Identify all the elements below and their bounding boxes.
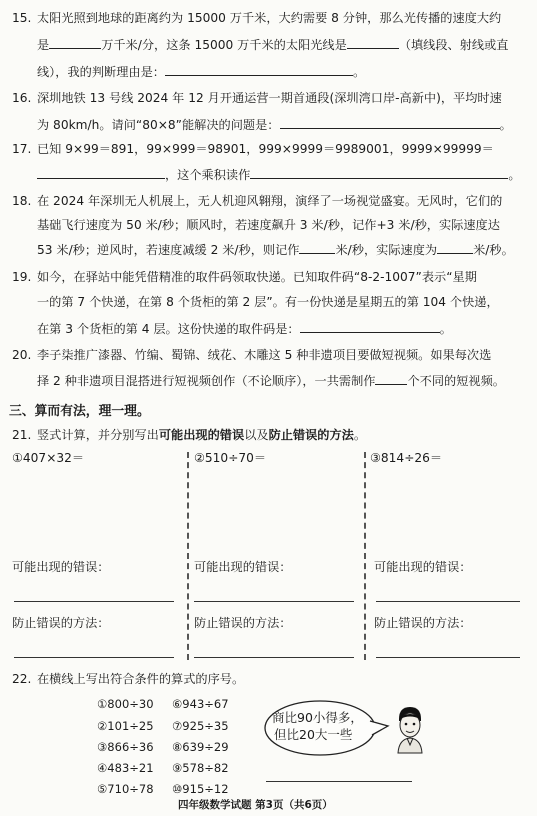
q21-intro: 竖式计算，并分别写出可能出现的错误以及防止错误的方法。 — [37, 428, 367, 442]
q21-fix-line-1[interactable] — [14, 657, 174, 658]
section-heading: 三、算而有法，理一理。 — [9, 404, 150, 419]
q21-fix-label-3: 防止错误的方法： — [374, 616, 472, 630]
q21-error-label-3: 可能出现的错误： — [374, 560, 472, 574]
q16-line2: 为 80km/h。请问“80×8”能解决的问题是： 。 — [37, 118, 512, 132]
q21-expr-2: ②510÷70＝ — [194, 451, 267, 465]
q16-blank-question[interactable] — [280, 116, 500, 129]
q19-blank-code[interactable] — [300, 320, 440, 333]
q22-number: 22. — [12, 672, 32, 686]
q15-blank-line-type[interactable] — [347, 36, 399, 49]
q22-option-2: ②101÷25 — [97, 719, 154, 733]
q21-error-label-1: 可能出现的错误： — [12, 560, 110, 574]
q22-intro: 在横线上写出符合条件的算式的序号。 — [37, 672, 245, 686]
q21-number: 21. — [12, 428, 32, 442]
q15-line1: 太阳光照到地球的距离约为 15000 万千米，大约需要 8 分钟，那么光传播的速度大约 — [37, 11, 502, 25]
q18-number: 18. — [12, 194, 32, 208]
q19-line3: 在第 3 个货柜的第 4 层。这份快递的取件码是： 。 — [37, 322, 452, 336]
q22-option-9: ⑨578÷82 — [172, 761, 229, 775]
q22-option-6: ⑥943÷67 — [172, 697, 229, 711]
q16-number: 16. — [12, 91, 32, 105]
q15-line3: 线），我的判断理由是： 。 — [37, 65, 366, 79]
q21-expr-3: ③814÷26＝ — [370, 451, 443, 465]
q17-line1: 已知 9×99＝891，99×999＝98901，999×9999＝9989001，9999×99999＝ — [37, 142, 494, 156]
q20-number: 20. — [12, 348, 32, 362]
q18-line1: 在 2024 年深圳无人机展上，无人机迎风翱翔，演绎了一场视觉盛宴。无风时，它们的 — [37, 194, 503, 208]
q20-blank-count[interactable] — [375, 372, 407, 385]
q21-error-label-2: 可能出现的错误： — [194, 560, 292, 574]
q21-fix-line-3[interactable] — [376, 657, 520, 658]
q18-blank-actual[interactable] — [437, 241, 473, 254]
q15-number: 15. — [12, 11, 32, 25]
q21-error-line-1[interactable] — [14, 601, 174, 602]
q15-line2: 是 万千米/分，这条 15000 万千米的太阳光线是 （填线段、射线或直 — [37, 38, 509, 52]
q21-fix-line-2[interactable] — [194, 657, 354, 658]
bubble-text-line2: 但比20大一些 — [274, 727, 353, 742]
bubble-text-line1: 商比90小得多， — [272, 710, 363, 725]
q21-fix-label-1: 防止错误的方法： — [12, 616, 110, 630]
q22-option-1: ①800÷30 — [97, 697, 154, 711]
q19-number: 19. — [12, 270, 32, 284]
q21-fix-label-2: 防止错误的方法： — [194, 616, 292, 630]
column-divider-2 — [364, 452, 366, 660]
q17-line2: ，这个乘积读作 。 — [37, 166, 521, 183]
q19-line2: 一的第 7 个快递，在第 8 个货柜的第 2 层”。有一份快递是星期五的第 104 个快递， — [37, 295, 499, 309]
q20-line2: 择 2 种非遗项目混搭进行短视频创作（不论顺序），一共需制作 个不同的短视频。 — [37, 374, 505, 388]
column-divider-1 — [187, 452, 189, 660]
q22-option-4: ④483÷21 — [97, 761, 154, 775]
q22-answer-line[interactable] — [266, 781, 412, 782]
q16-line1: 深圳地铁 13 号线 2024 年 12 月开通运营一期首通段(深圳湾口岸-高新中)，平均时速 — [37, 91, 502, 105]
q17-blank-reading[interactable] — [250, 166, 508, 179]
q21-error-line-2[interactable] — [194, 601, 354, 602]
q15-blank-reason[interactable] — [165, 63, 353, 76]
q20-line1: 李子柒推广漆器、竹编、蜀锦、绒花、木雕这 5 种非遗项目要做短视频。如果每次选 — [37, 348, 492, 362]
q18-line2: 基础飞行速度为 50 米/秒；顺风时，若速度飙升 3 米/秒，记作+3 米/秒，实际速度达 — [37, 218, 500, 232]
q22-option-8: ⑧639÷29 — [172, 740, 229, 754]
q22-option-5: ⑤710÷78 — [97, 782, 154, 796]
q22-option-3: ③866÷36 — [97, 740, 154, 754]
q19-line1: 如今，在驿站中能凭借精准的取件码领取快递。已知取件码“8-2-1007”表示“星期 — [37, 270, 477, 284]
q22-option-10: ⑩915÷12 — [172, 782, 229, 796]
q18-blank-record[interactable] — [299, 241, 335, 254]
q22-option-7: ⑦925÷35 — [172, 719, 229, 733]
page-footer: 四年级数学试题 第3页（共6页） — [178, 799, 333, 811]
cartoon-boy-icon — [393, 705, 427, 755]
q17-blank-product[interactable] — [37, 166, 165, 179]
q21-error-line-3[interactable] — [376, 601, 520, 602]
q21-expr-1: ①407×32＝ — [12, 451, 85, 465]
q18-line3: 53 米/秒；逆风时，若速度减缓 2 米/秒，则记作 米/秒，实际速度为 米/秒。 — [37, 243, 514, 257]
q15-blank-speed[interactable] — [49, 36, 101, 49]
q17-number: 17. — [12, 142, 32, 156]
